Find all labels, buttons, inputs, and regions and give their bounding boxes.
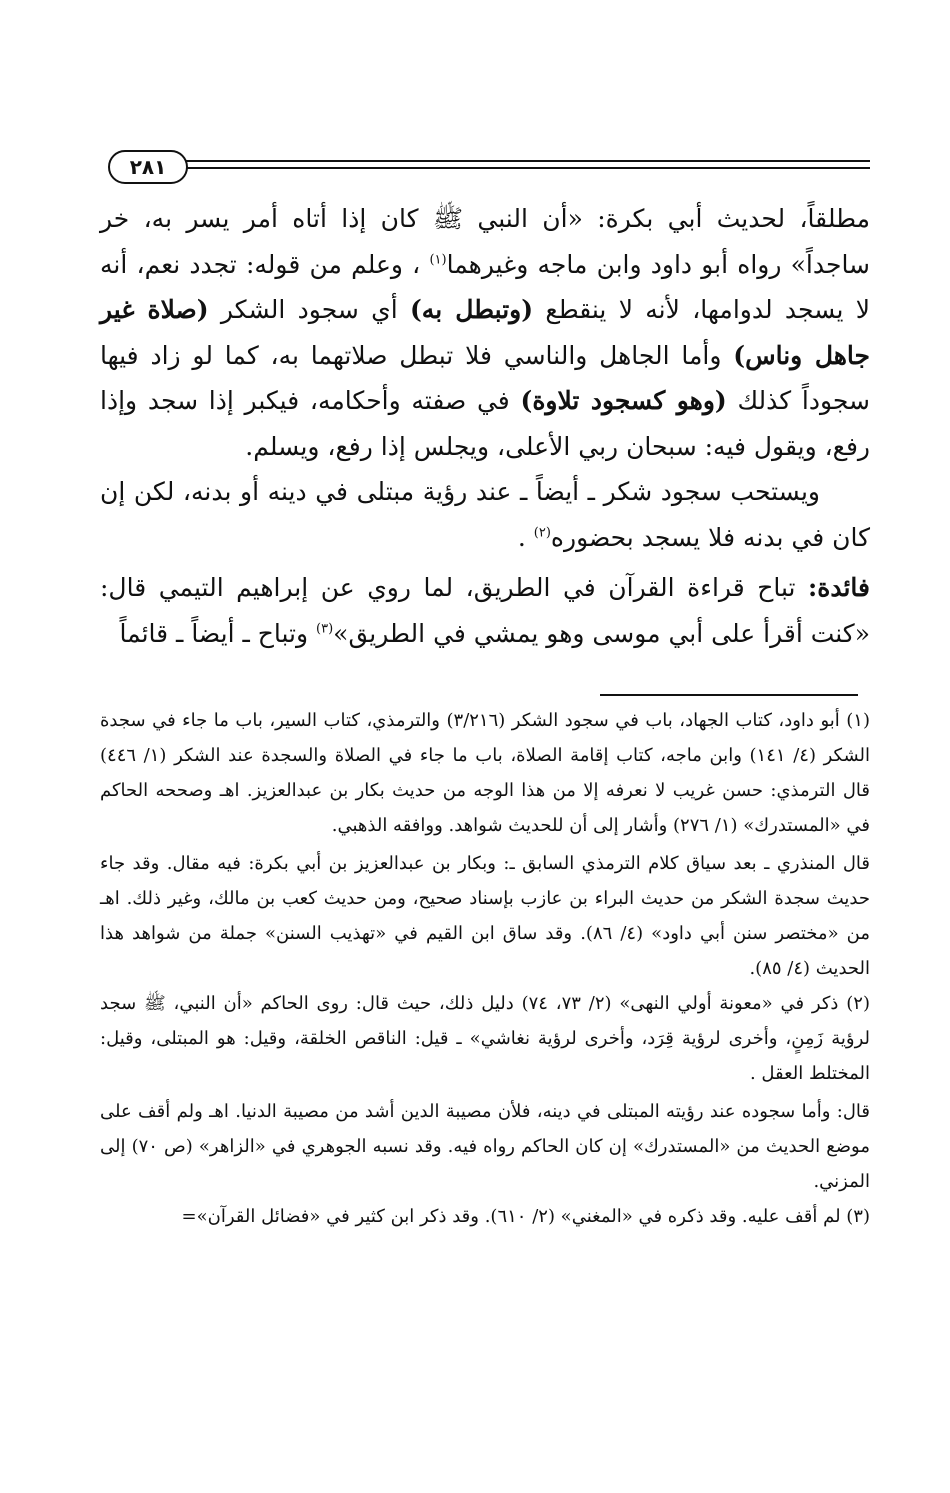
footnote-2-continued: قال: وأما سجوده عند رؤيته المبتلى في دينه، فلأن مصيبة الدين أشد من مصيبة الدنيا. اهـ ولم أقف على موضع الحديث من «المستدرك» إن كان الحاكم رواه فيه. وقد نسبه الجوهري في «الزاهر» (ص ٧٠) إلى المزني.: [100, 1101, 870, 1192]
paragraph-sujud-shukr: مطلقاً، لحديث أبي بكرة: «أن النبي ﷺ كان إذا أتاه أمر يسر به، خر ساجداً» رواه أبو داود وابن ماجه وغيرهما$^{(١)}$ ، وعلم من قوله: تجدد نعم، أنه لا يسجد لدوامها، لأنه لا ينقطع (وتبطل به) أي سجود الشكر (صلاة غير جاهل وناس) وأما الجاهل والناسي فلا تبطل صلاتهما به، كما لو زاد فيها سجوداً كذلك (وهو كسجود تلاوة) في صفته وأحكامه، فيكبر إذا سجد وإذا رفع، ويقول فيه: سبحان ربي الأعلى، ويجلس إذا رفع، ويسلم.: [100, 204, 871, 461]
footnote-1-continued: قال المنذري ـ بعد سياق كلام الترمذي السابق ـ: وبكار بن عبدالعزيز بن أبي بكرة: فيه مقال. وقد جاء حديث سجدة الشكر من حديث البراء بن عازب بإسناد صحيح، ومن حديث كعب بن مالك، وغير ذلك. اهـ من «مختصر سنن أبي داود» (٤/ ٨٦). وقد ساق ابن القيم في «تهذيب السنن» جملة من شواهد هذا الحديث (٤/ ٨٥).: [100, 853, 870, 979]
footnote-ref-2: (٢): [533, 525, 551, 541]
footnote-3: (٣) لم أقف عليه. وقد ذكره في «المغني» (٢/ ٦١٠). وقد ذكر ابن كثير في «فضائل القرآن»=: [181, 1206, 870, 1227]
footnote-1: (١) أبو داود، كتاب الجهاد، باب في سجود الشكر (٣/٢١٦) والترمذي، كتاب السير، باب ما جاء في سجدة الشكر (٤/ ١٤١) وابن ماجه، كتاب إقامة الصلاة، باب ما جاء في الصلاة والسجدة عند الشكر (١/ ٤٤٦) قال الترمذي: حسن غريب لا نعرفه إلا من هذا الوجه من حديث بكار بن عبدالعزيز. اهـ وصححه الحاكم في «المستدرك» (١/ ٢٧٦) وأشار إلى أن للحديث شواهد. ووافقه الذهبي.: [100, 710, 871, 836]
header-rule-bottom: [186, 167, 870, 169]
footnote-ref-3: (٣): [316, 621, 334, 637]
main-text: [100, 196, 870, 656]
footnote-ref-1: (١): [429, 252, 447, 268]
faida-label: فائدة:: [808, 573, 870, 602]
header-rule-top: [186, 160, 870, 162]
page-number: ٢٨١: [108, 150, 188, 184]
paragraph-faida: فائدة: تباح قراءة القرآن في الطريق، لما روي عن إبراهيم التيمي قال: «كنت أقرأ على أبي موسى وهو يمشي في الطريق»$^{(٣)}$ وتباح ـ أيضاً ـ قائماً: [100, 573, 870, 648]
page-header: [108, 150, 870, 184]
footnotes: [100, 703, 870, 1234]
footnote-separator: [600, 694, 858, 696]
footnote-2: (٢) ذكر في «معونة أولي النهى» (٢/ ٧٣، ٧٤) دليل ذلك، حيث قال: روى الحاكم «أن النبي، ﷺ سجد لرؤية زَمِنٍ، وأخرى لرؤية قِرَد، وأخرى لرؤية نغاشي» ـ قيل: الناقص الخلقة، وقيل: هو المبتلى، وقيل: المختلط العقل .: [100, 993, 870, 1084]
paragraph-mubtala: ويستحب سجود شكر ـ أيضاً ـ عند رؤية مبتلى في دينه أو بدنه، لكن إن كان في بدنه فلا يسجد بحضوره$^{(٢)}$ .: [100, 477, 870, 552]
